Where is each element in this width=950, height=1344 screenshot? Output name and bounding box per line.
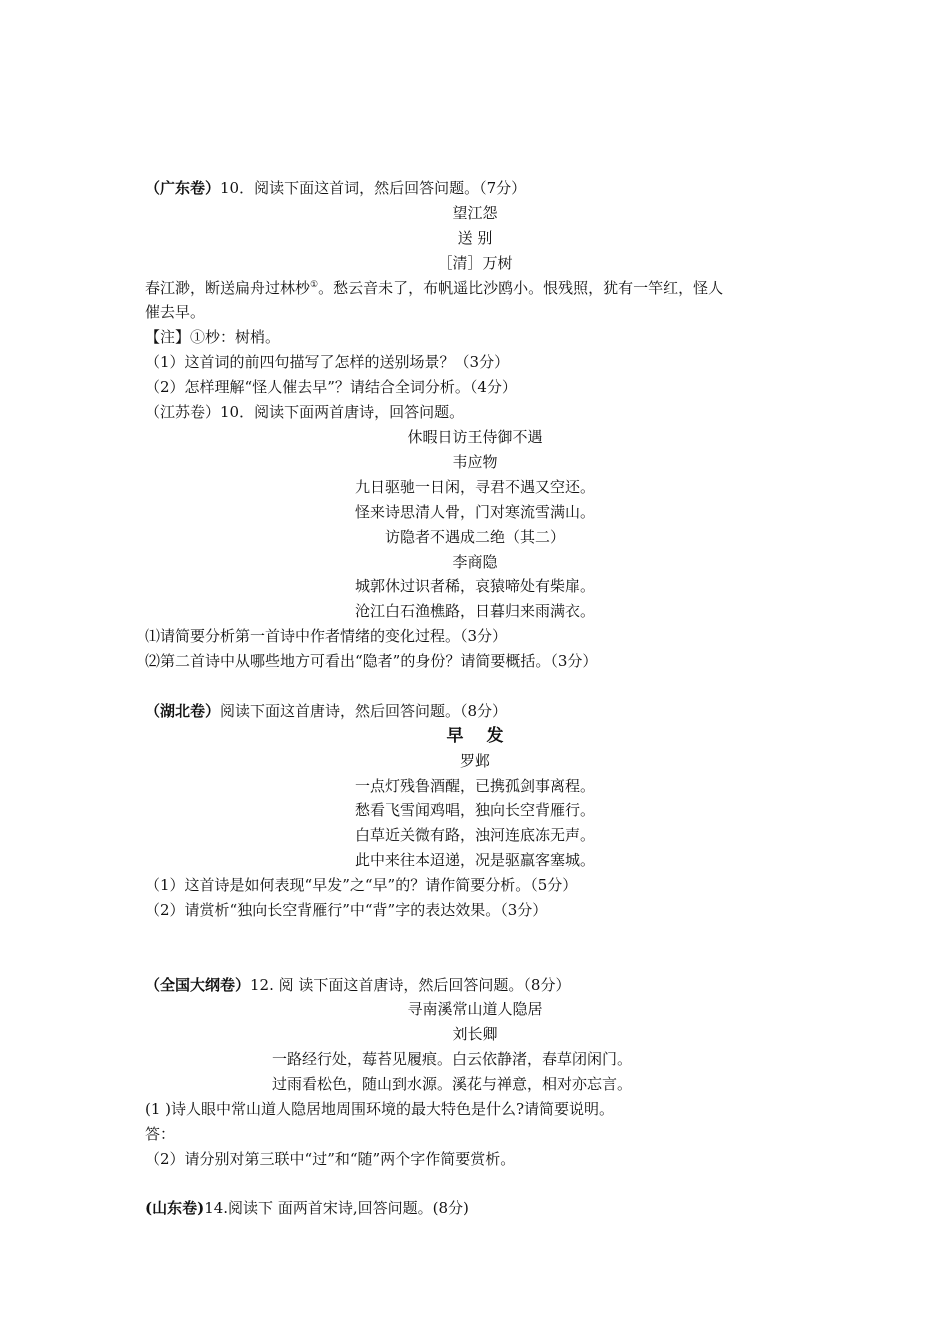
jiangsu-poem2-line1: 城郭休过识者稀，哀猿啼处有柴扉。 [354, 577, 595, 595]
hubei-poem-title: 早 发 [446, 726, 504, 746]
national-question-text: 12. 阅 读下面这首唐诗，然后回答问题。（8分） [250, 976, 571, 994]
jiangsu-poem1-author: 韦应物 [452, 453, 498, 471]
jiangsu-poem1-line1: 九日驱驰一日闲，寻君不遇又空还。 [354, 478, 595, 496]
jiangsu-q1: ⑴请简要分析第一首诗中作者情绪的变化过程。（3分） [145, 627, 508, 645]
hubei-q2: （2）请赏析“独向长空背雁行”中“背”字的表达效果。（3分） [145, 901, 548, 919]
jiangsu-question: （江苏卷）10．阅读下面两首唐诗，回答问题。 [145, 403, 465, 421]
guangdong-poem-text-line2: 催去早。 [145, 303, 206, 321]
jiangsu-q2: ⑵第二首诗中从哪些地方可看出“隐者”的身份？请简要概括。（3分） [145, 652, 598, 670]
hubei-poem-author: 罗邺 [459, 752, 490, 770]
guangdong-text-part2: 。愁云音未了，布帆遥比沙鸥小。恨残照，犹有一竿红，怪人 [318, 279, 724, 297]
guangdong-question [145, 178, 526, 198]
footnote-marker: ① [310, 280, 319, 290]
jiangsu-poem2-title: 访隐者不遇成二绝（其二） [384, 528, 565, 546]
hubei-q1: （1）这首诗是如何表现“早发”之“早”的？请作简要分析。（5分） [145, 876, 578, 894]
guangdong-q1: （1）这首词的前四句描写了怎样的送别场景？（3分） [145, 353, 510, 371]
national-tag: （全国大纲卷） [145, 976, 251, 994]
jiangsu-poem1-title: 休暇日访王侍御不遇 [407, 428, 543, 446]
national-poem-author: 刘长卿 [452, 1025, 498, 1043]
guangdong-q2: （2）怎样理解“怪人催去早”？请结合全词分析。（4分） [145, 378, 517, 396]
national-question [145, 975, 570, 995]
guangdong-note: 【注】①杪：树梢。 [145, 328, 281, 346]
shandong-question [145, 1198, 469, 1218]
jiangsu-poem2-line2: 沧江白石渔樵路，日暮归来雨满衣。 [354, 602, 595, 620]
hubei-question-text: 阅读下面这首唐诗，然后回答问题。（8分） [220, 702, 508, 720]
guangdong-poem-subtitle: 送 别 [457, 229, 493, 247]
national-answer-label: 答： [145, 1125, 176, 1143]
hubei-poem-line2: 愁看飞雪闻鸡唱，独向长空背雁行。 [354, 801, 595, 819]
guangdong-text-part1: 春江渺，断送扁舟过林杪 [145, 279, 311, 297]
hubei-question [145, 701, 507, 721]
national-poem-title: 寻南溪常山道人隐居 [407, 1000, 543, 1018]
guangdong-tag: （广东卷） [145, 179, 221, 197]
hubei-poem-line1: 一点灯残鲁酒醒，已携孤剑事离程。 [354, 777, 595, 795]
shandong-tag: (山东卷) [145, 1199, 205, 1217]
shandong-question-text: 14.阅读下 面两首宋诗,回答问题。(8分) [204, 1199, 469, 1217]
guangdong-poem-author: ［清］万树 [437, 254, 513, 272]
guangdong-poem-title: 望江怨 [452, 204, 498, 222]
national-poem-line2: 过雨看松色，随山到水源。溪花与禅意，相对亦忘言。 [272, 1075, 633, 1093]
national-poem-line1: 一路经行处，莓苔见履痕。白云依静渚，春草闭闲门。 [272, 1050, 633, 1068]
guangdong-poem-text-line1 [145, 278, 723, 298]
jiangsu-poem2-author: 李商隐 [452, 553, 498, 571]
hubei-tag: （湖北卷） [145, 702, 221, 720]
national-q1: (1 )诗人眼中常山道人隐居地周围环境的最大特色是什么?请简要说明。 [145, 1100, 615, 1118]
hubei-poem-line4: 此中来往本迢递，况是驱羸客塞城。 [354, 851, 595, 869]
hubei-poem-line3: 白草近关微有路，浊河连底冻无声。 [354, 826, 595, 844]
national-q2: （2）请分别对第三联中“过”和“随”两个字作简要赏析。 [145, 1150, 516, 1168]
jiangsu-poem1-line2: 怪来诗思清人骨，门对寒流雪满山。 [354, 503, 595, 521]
guangdong-question-text: 10．阅读下面这首词，然后回答问题。（7分） [220, 179, 527, 197]
